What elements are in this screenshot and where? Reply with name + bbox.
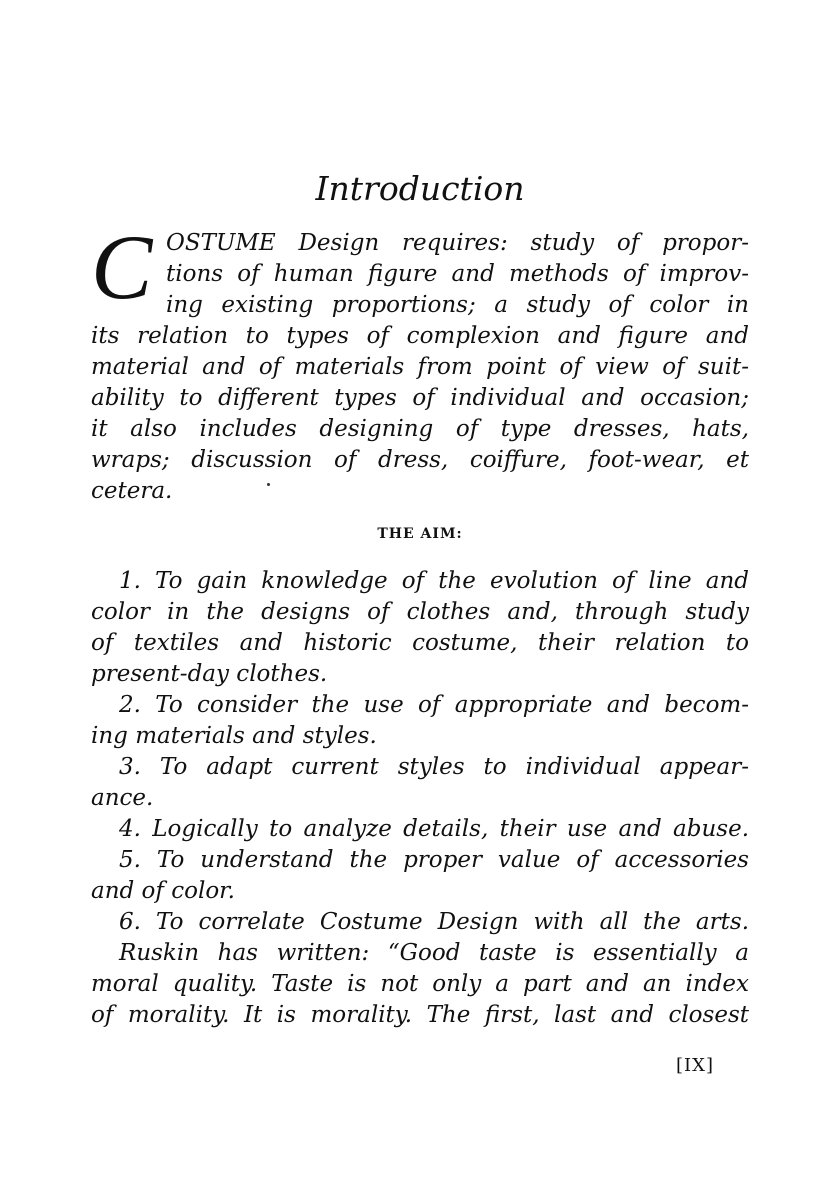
aim-line: 2. To consider the use of appropriate and becom- (119, 692, 749, 718)
aim-line: 1. To gain knowledge of the evolution of line and (119, 568, 749, 594)
intro-line: it also includes designing of type dresses, hats, (91, 416, 749, 442)
intro-line: its relation to types of complexion and figure and (91, 323, 749, 349)
intro-line: ing existing proportions; a study of color in (166, 292, 749, 318)
aim-line: moral quality. Taste is not only a part and an index (91, 971, 749, 997)
aim-line: of textiles and historic costume, their relation to (91, 630, 749, 656)
intro-line: wraps; discussion of dress, coiffure, foot-wear, et (91, 447, 749, 473)
intro-paragraph (91, 216, 749, 505)
aim-line: 4. Logically to analyze details, their use and abuse. (119, 816, 749, 842)
aim-line: ance. (91, 785, 154, 811)
aim-line: 5. To understand the proper value of accessories (119, 847, 749, 873)
intro-line: material and of materials from point of view of suit- (91, 354, 749, 380)
aim-line: 3. To adapt current styles to individual appear- (119, 754, 749, 780)
aim-line: 6. To correlate Costume Design with all the arts. (119, 909, 749, 935)
aim-line: color in the designs of clothes and, through study (91, 599, 749, 625)
print-speck (267, 483, 270, 486)
page-number: [IX] (676, 1055, 714, 1076)
page-title: Introduction (315, 169, 525, 208)
intro-line: cetera. (91, 478, 173, 504)
intro-line: ability to different types of individual and occasion; (91, 385, 749, 411)
aim-line: present-day clothes. (91, 661, 328, 687)
drop-cap-letter: C (91, 216, 153, 318)
aim-line: and of color. (91, 878, 235, 904)
aim-line: of morality. It is morality. The first, last and closest (91, 1002, 749, 1028)
aim-heading: THE AIM: (377, 526, 463, 542)
aim-line: ing materials and styles. (91, 723, 377, 749)
aim-line: Ruskin has written: “Good taste is essentially a (119, 940, 749, 966)
intro-line: tions of human figure and methods of improv- (166, 261, 749, 287)
intro-line: OSTUME Design requires: study of propor- (166, 230, 749, 256)
